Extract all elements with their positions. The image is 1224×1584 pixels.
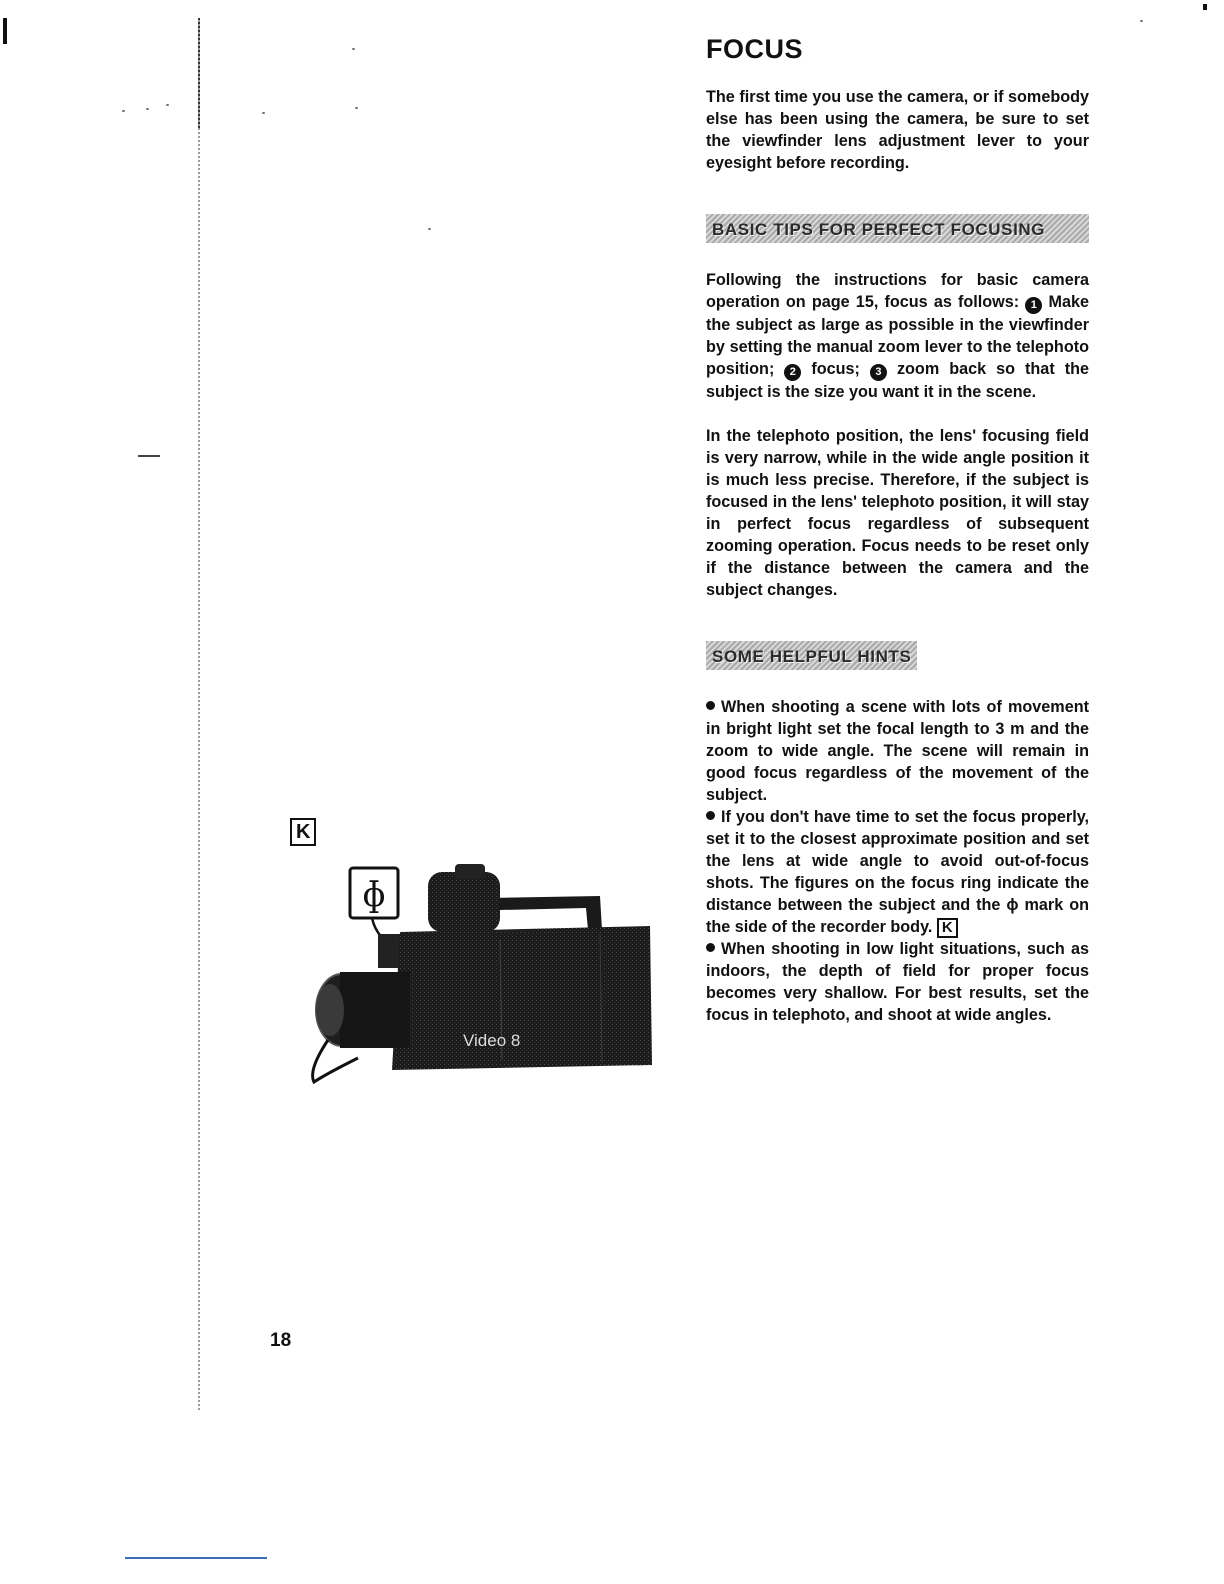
scan-speck xyxy=(146,108,149,110)
section-banner-basic-tips xyxy=(706,214,1089,243)
step-3-text: zoom back so that the subject is the size you want it in the scene. xyxy=(706,360,1089,401)
binding-line-dotted xyxy=(198,20,200,1410)
hint-2-text-end: mark on the side of the recorder body. xyxy=(706,896,1089,936)
viewfinder xyxy=(428,872,500,932)
hint-item-3 xyxy=(706,938,1089,1026)
scan-edge-mark-right xyxy=(1203,4,1207,10)
figure-reference-k: K xyxy=(937,918,958,938)
hint-2-text: If you don't have time to set the focus properly, set it to the closest approximate position and set the lens at wide angle to avoid out-of-focus shots. The figures on the focus ring indicate the distance between the subject and the xyxy=(706,808,1089,914)
scan-speck xyxy=(166,104,169,106)
step-3-badge: 3 xyxy=(870,364,887,381)
basic-tips-paragraph-1 xyxy=(706,269,1089,403)
scan-edge-mark-left xyxy=(3,18,7,44)
camcorder-illustration xyxy=(300,860,660,1090)
step-2-text: focus; xyxy=(801,360,870,378)
focus-mark-symbol: ɸ xyxy=(1006,896,1019,914)
viewfinder-cap xyxy=(455,864,485,878)
page-title: FOCUS xyxy=(706,34,803,64)
section-heading-basic-tips: BASIC TIPS FOR PERFECT FOCUSING xyxy=(706,214,1089,243)
bullet-icon xyxy=(706,701,715,710)
scan-speck xyxy=(262,112,265,114)
figure-label-k: K xyxy=(290,818,316,846)
scan-speck xyxy=(355,107,358,109)
section-banner-helpful-hints xyxy=(706,641,1089,670)
lens-glass xyxy=(316,984,344,1036)
margin-dash xyxy=(138,455,160,457)
callout-focus-symbol: ɸ xyxy=(362,875,386,915)
camcorder-drawing xyxy=(300,860,660,1090)
step-1-badge: 1 xyxy=(1025,297,1042,314)
basic-tips-paragraph-2: In the telephoto position, the lens' focusing field is very narrow, while in the wide angle position it is much less precise. Therefore, if the subject is focused in the lens' telephoto position, it will stay in perfect focus regardless of subsequent zooming operation. Focus needs to be reset only if the distance between the camera and the subject changes. xyxy=(706,427,1089,599)
hint-3-text: When shooting in low light situations, such as indoors, the depth of field for proper focus becomes very shallow. For best results, set the focus in telephoto, and shoot at wide angles. xyxy=(706,940,1089,1024)
camera-body xyxy=(392,926,652,1070)
bullet-icon xyxy=(706,811,715,820)
bullet-icon xyxy=(706,943,715,952)
lens-hood xyxy=(340,972,410,1048)
hint-item-1 xyxy=(706,696,1089,806)
page-number: 18 xyxy=(270,1330,292,1351)
intro-paragraph: The first time you use the camera, or if somebody else has been using the camera, be sure to set the viewfinder lens adjustment lever to your eyesight before recording. xyxy=(706,88,1089,172)
hint-item-2 xyxy=(706,806,1089,938)
text-column xyxy=(706,34,1089,1026)
hint-1-text: When shooting a scene with lots of movement in bright light set the focal length to 3 m and the zoom to wide angle. The scene will remain in good focus regardless of the movement of the subject. xyxy=(706,698,1089,804)
section-heading-helpful-hints: SOME HELPFUL HINTS xyxy=(706,641,917,670)
scan-speck xyxy=(428,228,431,230)
step-1-text: Make the subject as large as possible in the viewfinder by setting the manual zoom lever to the telephoto position; xyxy=(706,293,1089,378)
bottom-rule xyxy=(125,1557,267,1559)
basic-tips-text: Following the instructions for basic camera operation on page 15, focus as follows: xyxy=(706,271,1089,311)
scan-speck xyxy=(122,110,125,112)
carry-handle xyxy=(490,896,602,930)
step-2-badge: 2 xyxy=(784,364,801,381)
scan-speck xyxy=(352,48,355,50)
camera-model-text: Video 8 xyxy=(463,1031,521,1050)
scan-speck xyxy=(1140,20,1143,22)
